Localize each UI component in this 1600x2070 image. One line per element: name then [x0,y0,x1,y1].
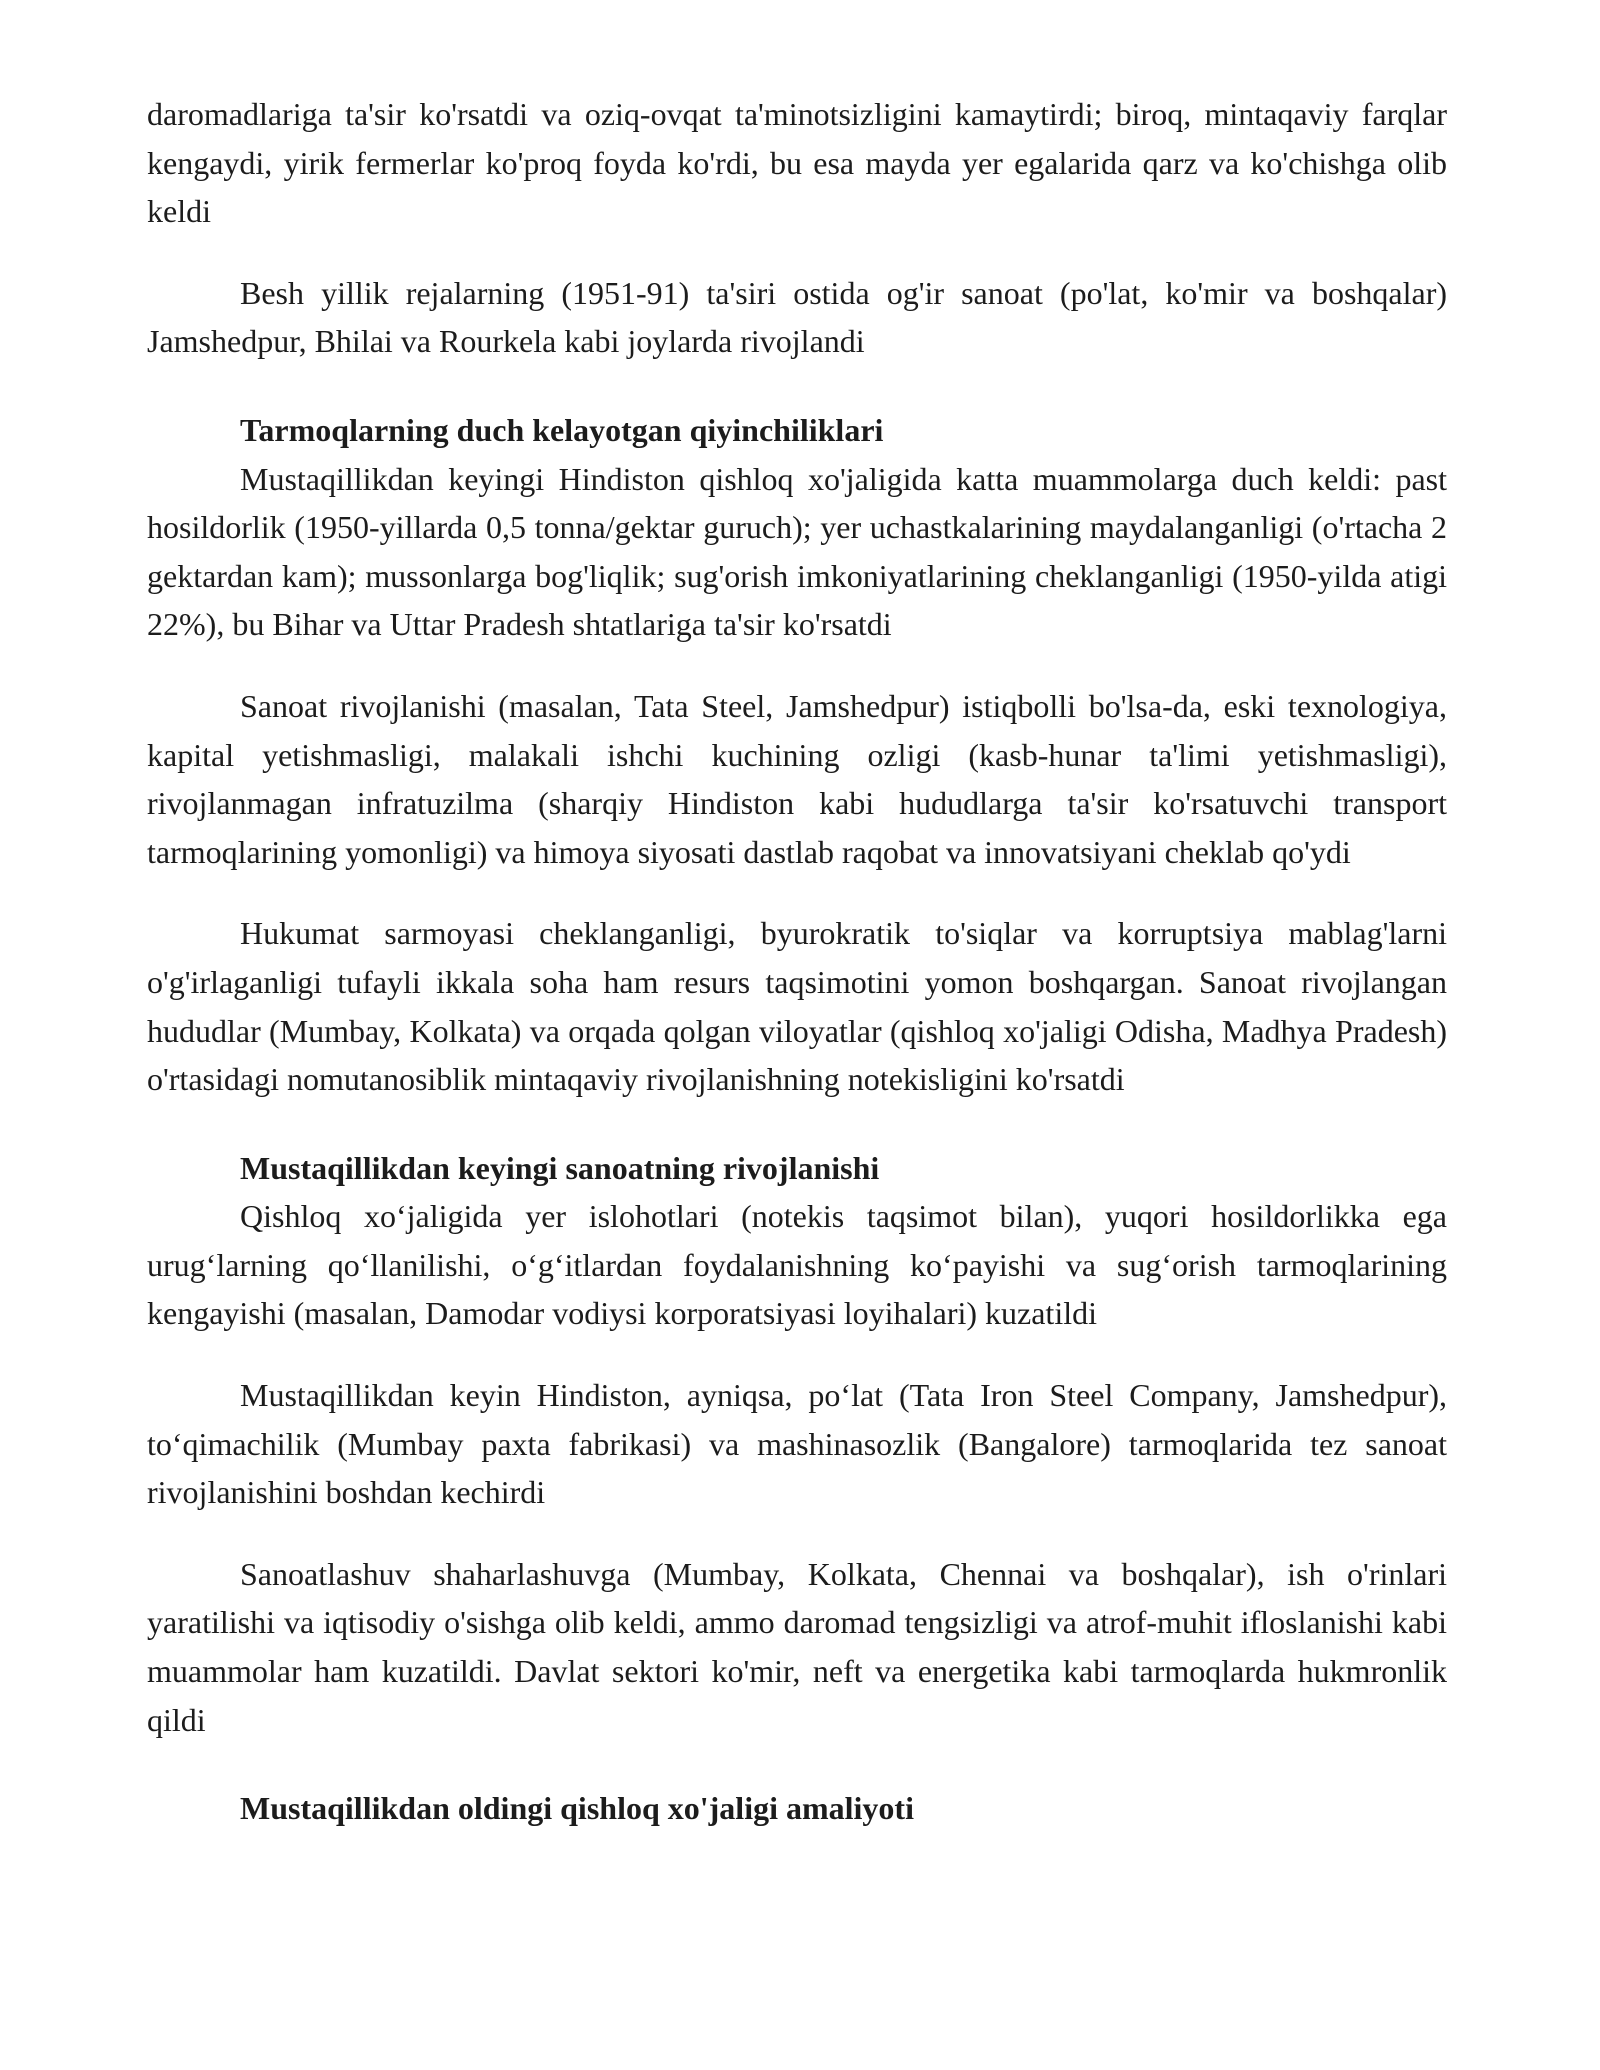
heading-pre-independence-agriculture: Mustaqillikdan oldingi qishloq xo'jaligi amaliyoti [240,1790,914,1827]
paragraph-five-year-plans: Besh yillik rejalarning (1951-91) ta'siri ostida og'ir sanoat (po'lat, ko'mir va boshqalar) Jamshedpur, Bhilai va Rourkela kabi joylarda rivojlandi [147,274,1447,360]
paragraph-agriculture-problems: Mustaqillikdan keyingi Hindiston qishloq xo'jaligida katta muammolarga duch keldi: past hosildorlik (1950-yillarda 0,5 tonna/gektar guruch); yer uchastkalarining maydalanganligi (o'rtacha 2 gektardan kam); mussonlarga bog'liqlik; sug'orish imkoniyatlarining cheklanganligi (1950-yilda atigi 22%), bu Bihar va Uttar Pradesh shtatlariga ta'sir ko'rsatdi [147,460,1447,643]
paragraph-industrial-growth: Mustaqillikdan keyin Hindiston, ayniqsa, po‘lat (Tata Iron Steel Company, Jamshedpur), to‘qimachilik (Mumbay paxta fabrikasi) va mashinasozlik (Bangalore) tarmoqlarida tez sanoat rivojlanishini boshdan kechirdi [147,1377,1447,1511]
paragraph-resource-allocation: Hukumat sarmoyasi cheklanganligi, byurokratik to'siqlar va korruptsiya mablag'larni o'g'irlaganligi tufayli ikkala soha ham resurs taqsimotini yomon boshqargan. Sanoat rivojlangan hududlar (Mumbay, Kolkata) va orqada qolgan viloyatlar (qishloq xo'jaligi Odisha, Madhya Pradesh) o'rtasidagi nomutanosiblik mintaqaviy rivojlanishning notekisligini ko'rsatdi [147,915,1447,1098]
paragraph-industry-problems: Sanoat rivojlanishi (masalan, Tata Steel, Jamshedpur) istiqbolli bo'lsa-da, eski texnologiya, kapital yetishmasligi, malakali ishchi kuchining ozligi (kasb-hunar ta'limi yetishmasligi), rivojlanmagan infratuzilma (sharqiy Hindiston kabi hududlarga ta'sir ko'rsatuvchi transport tarmoqlarining yomonligi) va himoya siyosati dastlab raqobat va innovatsiyani cheklab qo'ydi [147,687,1447,870]
heading-sector-challenges: Tarmoqlarning duch kelayotgan qiyinchiliklari [240,411,884,448]
paragraph-agriculture-reforms: Qishloq xo‘jaligida yer islohotlari (notekis taqsimot bilan), yuqori hosildorlikka ega urug‘larning qo‘llanilishi, o‘g‘itlardan foydalanishning ko‘payishi va sug‘orish tarmoqlarining kengayishi (masalan, Damodar vodiysi korporatsiyasi loyihalari) kuzatildi [147,1198,1447,1332]
paragraph-urbanization: Sanoatlashuv shaharlashuvga (Mumbay, Kolkata, Chennai va boshqalar), ish o'rinlari yaratilishi va iqtisodiy o'sishga olib keldi, ammo daromad tengsizligi va atrof-muhit ifloslanishi kabi muammolar ham kuzatildi. Davlat sektori ko'mir, neft va energetika kabi tarmoqlarda hukmronlik qildi [147,1555,1447,1738]
document-page [147,90,1447,1833]
heading-post-independence-industry: Mustaqillikdan keyingi sanoatning rivojlanishi [240,1149,880,1186]
paragraph-continuation: daromadlariga ta'sir ko'rsatdi va oziq-ovqat ta'minotsizligini kamaytirdi; biroq, mintaqaviy farqlar kengaydi, yirik fermerlar ko'proq foyda ko'rdi, bu esa mayda yer egalarida qarz va ko'chishga olib keldi [147,96,1447,230]
